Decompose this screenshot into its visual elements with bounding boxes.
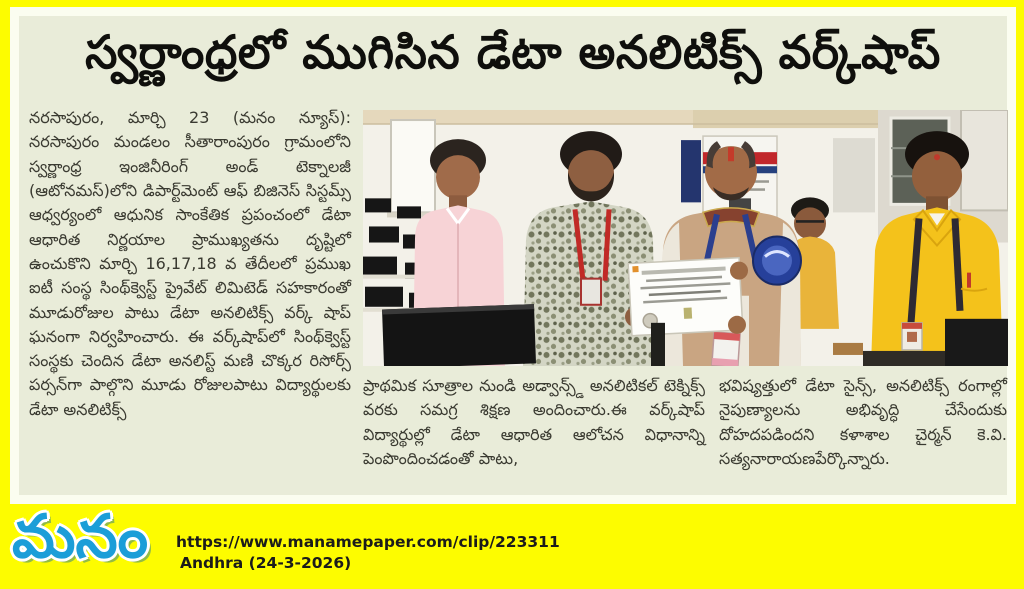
tilaka: [728, 147, 734, 161]
certificate: [628, 258, 743, 336]
headline: స్వర్ణాంధ్రలో ముగిసిన డేటా అనలిటిక్స్ వర్క్‌షాప్: [85, 25, 941, 79]
article-left-column: నరసాపురం, మార్చి 23 (మనం న్యూస్): నరసాపురం మండలం సీతారాంపురం గ్రామంలోని స్వర్ణాంధ్ర ఇంజినీరింగ్ అండ్ టెక్నాలజీ (ఆటోనమస్)లోని డిపార్ట్‌మెంట్ ఆఫ్ బిజినెస్ సిస్టమ్స్ ఆధ్వర్యంలో ఆధునిక సాంకేతిక ప్రపంచంలో డేటా ఆధారిత నిర్ణయాల ప్రాముఖ్యతను దృష్టిలో ఉంచుకొని మార్చి 16,17,18 వ తేదీలలో ప్రముఖ ఐటీ సంస్థ సింథ్‌క్వెస్ట్ ప్రైవేట్ లిమిటెడ్ సహకారంతో మూడురోజుల పాటు డేటా అనలిటిక్స్ వర్క్ షాప్ ఘనంగా నిర్వహించారు. ఈ వర్క్‌షాప్‌లో సింథ్‌క్వెస్ట్ సంస్థకు చెందిన డేటా అనలిస్ట్ మణి చొక్కర రిసోర్స్ పర్సన్‌గా పాల్గొని మూడు రోజులపాటు విద్యార్థులకు డేటా అనలిటిక్స్: [29, 108, 351, 419]
whiteboard: [387, 120, 439, 217]
caption-right-column: భవిష్యత్తులో డేటా సైన్స్, అనలిటిక్స్ రంగాల్లో నైపుణ్యాలను అభివృద్ధి చేసేందుకు దోహదపడిందని కళాశాల చైర్మన్ కె.వి. సత్యనారాయణపేర్కొన్నారు.: [719, 376, 1007, 468]
waist-id-card: [712, 332, 740, 366]
id-card: [581, 279, 601, 305]
manam-logo: మనం: [12, 502, 149, 572]
red-pen: [967, 273, 971, 288]
news-photo: [363, 110, 1008, 366]
clip-meta: [176, 532, 560, 574]
foreground-monitor-left: [382, 304, 536, 366]
clip-url: https://www.manamepaper.com/clip/223311: [176, 533, 560, 551]
photo-illustration: [363, 110, 1008, 366]
clip-edition: Andhra (24-3-2026): [180, 553, 352, 572]
news-clipping: [10, 7, 1016, 504]
caption-middle-column: ప్రాథమిక సూత్రాల నుండి అడ్వాన్స్డ్ అనలిటికల్ టెక్నిక్స్ వరకు సమగ్ర శిక్షణ అందించారు.ఈ వర్క్‌షాప్ విద్యార్థుల్లో డేటా ఆధారిత ఆలోచన విధానాన్ని పెంపొందించడంతో పాటు,: [363, 376, 705, 468]
